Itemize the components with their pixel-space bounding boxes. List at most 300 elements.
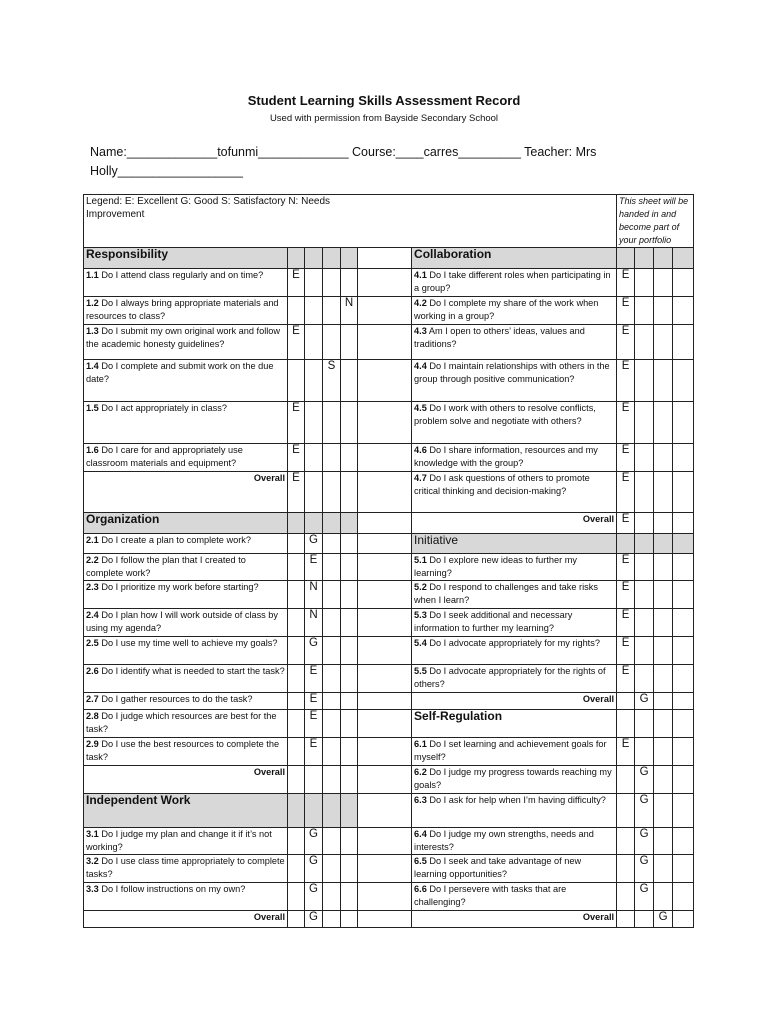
rating-cell[interactable] — [341, 472, 358, 513]
question-text: Do I seek and take advantage of new learning opportunities? — [414, 856, 582, 879]
rating-cell[interactable] — [288, 883, 305, 911]
rating-cell[interactable] — [341, 855, 358, 883]
question-text: Do I act appropriately in class? — [98, 403, 227, 413]
rating-cell[interactable] — [635, 325, 654, 360]
rating-cell[interactable] — [341, 693, 358, 710]
question-text: Do I take different roles when participating in a group? — [414, 270, 611, 293]
rating-cell[interactable] — [654, 297, 673, 325]
question-text: Do I judge my plan and change it if it’s not working? — [86, 829, 272, 852]
rating-cell[interactable]: E — [617, 360, 635, 402]
page-title: Student Learning Skills Assessment Record — [247, 93, 521, 108]
question-text: Do I judge my own strengths, needs and interests? — [414, 829, 594, 852]
question-number: 6.6 — [414, 884, 427, 894]
rating-cell[interactable] — [323, 855, 341, 883]
rating-cell[interactable] — [673, 444, 694, 472]
rating-cell[interactable]: G — [654, 911, 673, 928]
rating-cell[interactable]: E — [617, 325, 635, 360]
left-question — [84, 637, 288, 665]
rating-cell[interactable]: E — [305, 665, 323, 693]
rating-cell[interactable] — [654, 325, 673, 360]
rating-cell[interactable]: E — [305, 710, 323, 738]
rating-cell[interactable] — [654, 269, 673, 297]
rating-cell[interactable] — [305, 325, 323, 360]
rating-cell[interactable] — [341, 883, 358, 911]
rating-cell[interactable]: G — [635, 855, 654, 883]
rating-cell[interactable] — [673, 297, 694, 325]
rating-cell[interactable] — [635, 911, 654, 928]
rating-cell[interactable] — [305, 269, 323, 297]
rating-cell[interactable] — [654, 402, 673, 444]
table-row — [84, 444, 694, 472]
rating-cell[interactable] — [341, 513, 358, 534]
rating-cell[interactable] — [635, 444, 654, 472]
rating-cell[interactable] — [288, 581, 305, 609]
rating-cell[interactable] — [323, 609, 341, 637]
rating-cell[interactable] — [654, 738, 673, 766]
question-number: 4.4 — [414, 361, 427, 371]
right-section-header: Self-Regulation — [412, 710, 617, 738]
question-number: 4.2 — [414, 298, 427, 308]
rating-cell[interactable] — [617, 855, 635, 883]
rating-cell[interactable]: E — [288, 444, 305, 472]
rating-cell[interactable] — [323, 766, 341, 794]
rating-cell[interactable]: G — [305, 883, 323, 911]
right-question — [412, 402, 617, 444]
question-number: 2.5 — [86, 638, 99, 648]
rating-cell[interactable] — [341, 248, 358, 269]
table-row — [84, 794, 694, 828]
question-number: 1.6 — [86, 445, 99, 455]
right-question — [412, 360, 617, 402]
rating-cell[interactable] — [323, 554, 341, 581]
rating-cell[interactable] — [288, 534, 305, 554]
rating-cell[interactable] — [323, 738, 341, 766]
rating-cell[interactable] — [288, 665, 305, 693]
rating-cell[interactable] — [673, 402, 694, 444]
question-text: Do I submit my own original work and follow the academic honesty guidelines? — [86, 326, 281, 349]
rating-cell[interactable]: E — [288, 472, 305, 513]
question-text: Do I identify what is needed to start the task? — [98, 666, 285, 676]
rating-cell[interactable] — [305, 402, 323, 444]
rating-cell[interactable] — [673, 513, 694, 534]
question-number: 2.1 — [86, 535, 99, 545]
rating-cell[interactable] — [323, 637, 341, 665]
rating-cell[interactable] — [635, 710, 654, 738]
column-gap — [358, 665, 412, 693]
rating-cell[interactable] — [305, 444, 323, 472]
question-number: 6.4 — [414, 829, 427, 839]
rating-cell[interactable] — [654, 581, 673, 609]
rating-cell[interactable] — [617, 710, 635, 738]
rating-cell[interactable]: N — [341, 297, 358, 325]
question-number: 2.7 — [86, 694, 99, 704]
table-row — [84, 766, 694, 794]
rating-cell[interactable] — [654, 637, 673, 665]
rating-cell[interactable] — [654, 710, 673, 738]
rating-cell[interactable] — [341, 581, 358, 609]
rating-cell[interactable] — [323, 665, 341, 693]
rating-cell[interactable] — [323, 325, 341, 360]
rating-cell[interactable] — [323, 402, 341, 444]
rating-cell[interactable] — [654, 828, 673, 855]
rating-cell[interactable] — [635, 360, 654, 402]
rating-cell[interactable]: E — [617, 297, 635, 325]
left-question — [84, 581, 288, 609]
rating-cell[interactable] — [305, 297, 323, 325]
rating-cell[interactable]: G — [305, 855, 323, 883]
rating-cell[interactable] — [341, 444, 358, 472]
rating-cell[interactable] — [341, 554, 358, 581]
question-text: Do I follow the plan that I created to complete work? — [86, 555, 246, 578]
rating-cell[interactable] — [654, 554, 673, 581]
rating-cell[interactable]: G — [305, 911, 323, 928]
question-text: Do I set learning and achievement goals for myself? — [414, 739, 607, 762]
rating-cell[interactable] — [305, 513, 323, 534]
question-number: 6.1 — [414, 739, 427, 749]
rating-cell[interactable] — [288, 828, 305, 855]
legend — [84, 195, 358, 248]
table-row — [84, 609, 694, 637]
question-number: 5.3 — [414, 610, 427, 620]
rating-cell[interactable] — [323, 513, 341, 534]
rating-cell[interactable] — [305, 472, 323, 513]
rating-cell[interactable] — [323, 444, 341, 472]
rating-cell[interactable]: E — [305, 554, 323, 581]
right-question — [412, 766, 617, 794]
rating-cell[interactable] — [288, 248, 305, 269]
rating-cell[interactable] — [341, 766, 358, 794]
right-question — [412, 883, 617, 911]
rating-cell[interactable] — [323, 248, 341, 269]
question-text: Do I respond to challenges and take risks when I learn? — [414, 582, 598, 605]
column-gap — [358, 738, 412, 766]
rating-cell[interactable] — [323, 534, 341, 554]
rating-cell[interactable] — [635, 472, 654, 513]
rating-cell[interactable] — [323, 581, 341, 609]
question-text: Do I gather resources to do the task? — [98, 694, 253, 704]
question-text: Do I advocate appropriately for my rights? — [426, 638, 600, 648]
question-number: 4.1 — [414, 270, 427, 280]
rating-cell[interactable] — [323, 828, 341, 855]
rating-cell[interactable] — [288, 855, 305, 883]
question-text: Do I judge which resources are best for the task? — [86, 711, 277, 734]
rating-cell[interactable] — [617, 766, 635, 794]
student-info-line[interactable]: Name:_____________tofunmi_____________ Course:____carres_________ Teacher: Mrs Holly__________________ — [90, 145, 597, 178]
rating-cell[interactable]: E — [288, 402, 305, 444]
rating-cell[interactable]: G — [305, 828, 323, 855]
rating-cell[interactable] — [341, 665, 358, 693]
rating-cell[interactable] — [305, 766, 323, 794]
rating-cell[interactable] — [305, 360, 323, 402]
question-number: 4.7 — [414, 473, 427, 483]
column-gap — [358, 693, 412, 710]
rating-cell[interactable]: S — [323, 360, 341, 402]
left-question — [84, 693, 288, 710]
table-row — [84, 534, 694, 554]
rating-cell[interactable]: E — [617, 269, 635, 297]
left-question — [84, 325, 288, 360]
question-text: Do I use the best resources to complete the task? — [86, 739, 280, 762]
rating-cell[interactable] — [341, 402, 358, 444]
rating-cell[interactable] — [341, 911, 358, 928]
rating-cell[interactable] — [673, 883, 694, 911]
rating-cell[interactable] — [617, 693, 635, 710]
question-text: Am I open to others’ ideas, values and traditions? — [414, 326, 585, 349]
right-question — [412, 269, 617, 297]
column-gap — [358, 534, 412, 554]
rating-cell[interactable] — [323, 794, 341, 828]
column-gap — [358, 710, 412, 738]
rating-cell[interactable] — [635, 534, 654, 554]
question-text: Do I complete and submit work on the due date? — [86, 361, 274, 384]
rating-cell[interactable] — [617, 248, 635, 269]
rating-cell[interactable]: E — [288, 325, 305, 360]
rating-cell[interactable] — [288, 738, 305, 766]
rating-cell[interactable] — [635, 637, 654, 665]
assessment-table — [83, 194, 694, 928]
rating-cell[interactable] — [288, 360, 305, 402]
right-question — [412, 794, 617, 828]
rating-cell[interactable] — [617, 911, 635, 928]
rating-cell[interactable] — [654, 534, 673, 554]
rating-cell[interactable] — [673, 637, 694, 665]
rating-cell[interactable] — [617, 828, 635, 855]
question-number: 4.3 — [414, 326, 427, 336]
rating-cell[interactable]: E — [617, 554, 635, 581]
rating-cell[interactable] — [323, 710, 341, 738]
rating-cell[interactable]: E — [617, 609, 635, 637]
rating-cell[interactable] — [617, 883, 635, 911]
rating-cell[interactable]: G — [635, 883, 654, 911]
rating-cell[interactable]: G — [305, 534, 323, 554]
rating-cell[interactable] — [323, 883, 341, 911]
rating-cell[interactable]: G — [635, 693, 654, 710]
rating-cell[interactable]: G — [305, 637, 323, 665]
question-text: Do I prioritize my work before starting? — [98, 582, 259, 592]
rating-cell[interactable] — [617, 534, 635, 554]
rating-cell[interactable] — [341, 269, 358, 297]
rating-cell[interactable] — [288, 609, 305, 637]
rating-cell[interactable] — [635, 738, 654, 766]
rating-cell[interactable] — [673, 269, 694, 297]
rating-cell[interactable] — [635, 402, 654, 444]
left-question — [84, 534, 288, 554]
rating-cell[interactable] — [654, 693, 673, 710]
question-text: Do I maintain relationships with others in the group through positive communication? — [414, 361, 610, 384]
rating-cell[interactable] — [673, 665, 694, 693]
question-number: 5.5 — [414, 666, 427, 676]
left-question — [84, 738, 288, 766]
rating-cell[interactable] — [673, 534, 694, 554]
rating-cell[interactable]: G — [635, 828, 654, 855]
rating-cell[interactable] — [654, 766, 673, 794]
question-number: 2.8 — [86, 711, 99, 721]
table-row — [84, 472, 694, 513]
rating-cell[interactable] — [654, 855, 673, 883]
rating-cell[interactable]: N — [305, 581, 323, 609]
rating-cell[interactable] — [341, 637, 358, 665]
rating-cell[interactable]: E — [617, 444, 635, 472]
rating-cell[interactable] — [673, 855, 694, 883]
rating-cell[interactable] — [323, 693, 341, 710]
rating-cell[interactable] — [341, 710, 358, 738]
rating-cell[interactable] — [654, 794, 673, 828]
right-section-header: Collaboration — [412, 248, 617, 269]
question-text: Do I persevere with tasks that are challenging? — [414, 884, 567, 907]
rating-cell[interactable] — [323, 911, 341, 928]
right-overall-label: Overall — [412, 693, 617, 710]
question-number: 1.4 — [86, 361, 99, 371]
column-gap — [358, 794, 412, 828]
question-number: 5.1 — [414, 555, 427, 565]
rating-cell[interactable] — [654, 665, 673, 693]
rating-cell[interactable]: G — [635, 766, 654, 794]
rating-cell[interactable] — [617, 794, 635, 828]
left-question — [84, 554, 288, 581]
column-gap — [358, 248, 412, 269]
rating-cell[interactable] — [288, 766, 305, 794]
rating-cell[interactable] — [635, 297, 654, 325]
table-row — [84, 248, 694, 269]
rating-cell[interactable] — [635, 609, 654, 637]
rating-cell[interactable] — [305, 794, 323, 828]
left-overall-label: Overall — [84, 766, 288, 794]
column-gap — [358, 554, 412, 581]
rating-cell[interactable] — [305, 248, 323, 269]
rating-cell[interactable] — [654, 883, 673, 911]
rating-cell[interactable] — [341, 534, 358, 554]
rating-cell[interactable]: E — [617, 472, 635, 513]
rating-cell[interactable] — [673, 710, 694, 738]
rating-cell[interactable] — [654, 513, 673, 534]
rating-cell[interactable] — [635, 665, 654, 693]
rating-cell[interactable]: E — [617, 402, 635, 444]
column-gap — [358, 269, 412, 297]
question-text: Do I follow instructions on my own? — [98, 884, 246, 894]
column-gap — [358, 609, 412, 637]
rating-cell[interactable] — [323, 472, 341, 513]
column-gap — [358, 828, 412, 855]
question-text: Do I advocate appropriately for the rights of others? — [414, 666, 606, 689]
rating-cell[interactable]: G — [635, 794, 654, 828]
rating-cell[interactable] — [654, 248, 673, 269]
right-overall-label: Overall — [412, 513, 617, 534]
right-question — [412, 609, 617, 637]
rating-cell[interactable] — [323, 269, 341, 297]
left-question — [84, 297, 288, 325]
rating-cell[interactable] — [673, 554, 694, 581]
rating-cell[interactable] — [341, 828, 358, 855]
rating-cell[interactable] — [673, 766, 694, 794]
rating-cell[interactable] — [654, 444, 673, 472]
rating-cell[interactable] — [288, 297, 305, 325]
question-number: 2.9 — [86, 739, 99, 749]
rating-cell[interactable] — [635, 248, 654, 269]
rating-cell[interactable]: E — [617, 513, 635, 534]
rating-cell[interactable] — [673, 325, 694, 360]
rating-cell[interactable] — [341, 609, 358, 637]
left-question — [84, 828, 288, 855]
rating-cell[interactable]: E — [617, 665, 635, 693]
rating-cell[interactable] — [654, 609, 673, 637]
left-overall-label: Overall — [84, 472, 288, 513]
rating-cell[interactable] — [673, 738, 694, 766]
rating-cell[interactable] — [288, 710, 305, 738]
question-number: 1.3 — [86, 326, 99, 336]
table-row — [84, 554, 694, 581]
rating-cell[interactable]: E — [305, 738, 323, 766]
rating-cell[interactable]: E — [305, 693, 323, 710]
right-question — [412, 554, 617, 581]
right-question — [412, 637, 617, 665]
rating-cell[interactable] — [341, 325, 358, 360]
rating-cell[interactable]: E — [288, 269, 305, 297]
rating-cell[interactable]: E — [617, 581, 635, 609]
left-question — [84, 269, 288, 297]
column-gap — [358, 766, 412, 794]
rating-cell[interactable] — [288, 554, 305, 581]
column-gap — [358, 444, 412, 472]
rating-cell[interactable] — [673, 693, 694, 710]
rating-cell[interactable] — [673, 609, 694, 637]
column-gap — [358, 472, 412, 513]
table-row — [84, 911, 694, 928]
rating-cell[interactable] — [673, 794, 694, 828]
rating-cell[interactable] — [341, 738, 358, 766]
column-gap — [358, 513, 412, 534]
question-number: 1.2 — [86, 298, 99, 308]
rating-cell[interactable]: E — [617, 637, 635, 665]
rating-cell[interactable] — [288, 637, 305, 665]
rating-cell[interactable] — [673, 828, 694, 855]
right-question — [412, 855, 617, 883]
rating-cell[interactable] — [673, 581, 694, 609]
rating-cell[interactable] — [635, 554, 654, 581]
rating-cell[interactable] — [673, 248, 694, 269]
rating-cell[interactable] — [288, 693, 305, 710]
right-section-header: Initiative — [412, 534, 617, 554]
rating-cell[interactable] — [673, 360, 694, 402]
rating-cell[interactable] — [635, 581, 654, 609]
rating-cell[interactable] — [654, 472, 673, 513]
question-number: 3.1 — [86, 829, 99, 839]
rating-cell[interactable]: E — [617, 738, 635, 766]
rating-cell[interactable]: N — [305, 609, 323, 637]
rating-cell[interactable] — [288, 513, 305, 534]
question-text: Do I create a plan to complete work? — [98, 535, 251, 545]
rating-cell[interactable] — [673, 911, 694, 928]
right-question — [412, 444, 617, 472]
rating-cell[interactable] — [654, 360, 673, 402]
rating-cell[interactable] — [323, 297, 341, 325]
right-question — [412, 581, 617, 609]
rating-cell[interactable] — [341, 794, 358, 828]
legend-text: Legend: E: Excellent G: Good S: Satisfactory N: Needs Improvement — [86, 196, 331, 220]
question-text: Do I always bring appropriate materials and resources to class? — [86, 298, 279, 321]
question-text: Do I use my time well to achieve my goals? — [98, 638, 278, 648]
rating-cell[interactable] — [635, 513, 654, 534]
question-text: Do I ask questions of others to promote critical thinking and decision-making? — [414, 473, 590, 496]
rating-cell[interactable] — [635, 269, 654, 297]
rating-cell[interactable] — [673, 472, 694, 513]
column-gap — [358, 581, 412, 609]
question-text: Do I explore new ideas to further my learning? — [414, 555, 577, 578]
left-question — [84, 444, 288, 472]
rating-cell[interactable] — [341, 360, 358, 402]
question-number: 5.4 — [414, 638, 427, 648]
rating-cell[interactable] — [288, 911, 305, 928]
rating-cell[interactable] — [288, 794, 305, 828]
